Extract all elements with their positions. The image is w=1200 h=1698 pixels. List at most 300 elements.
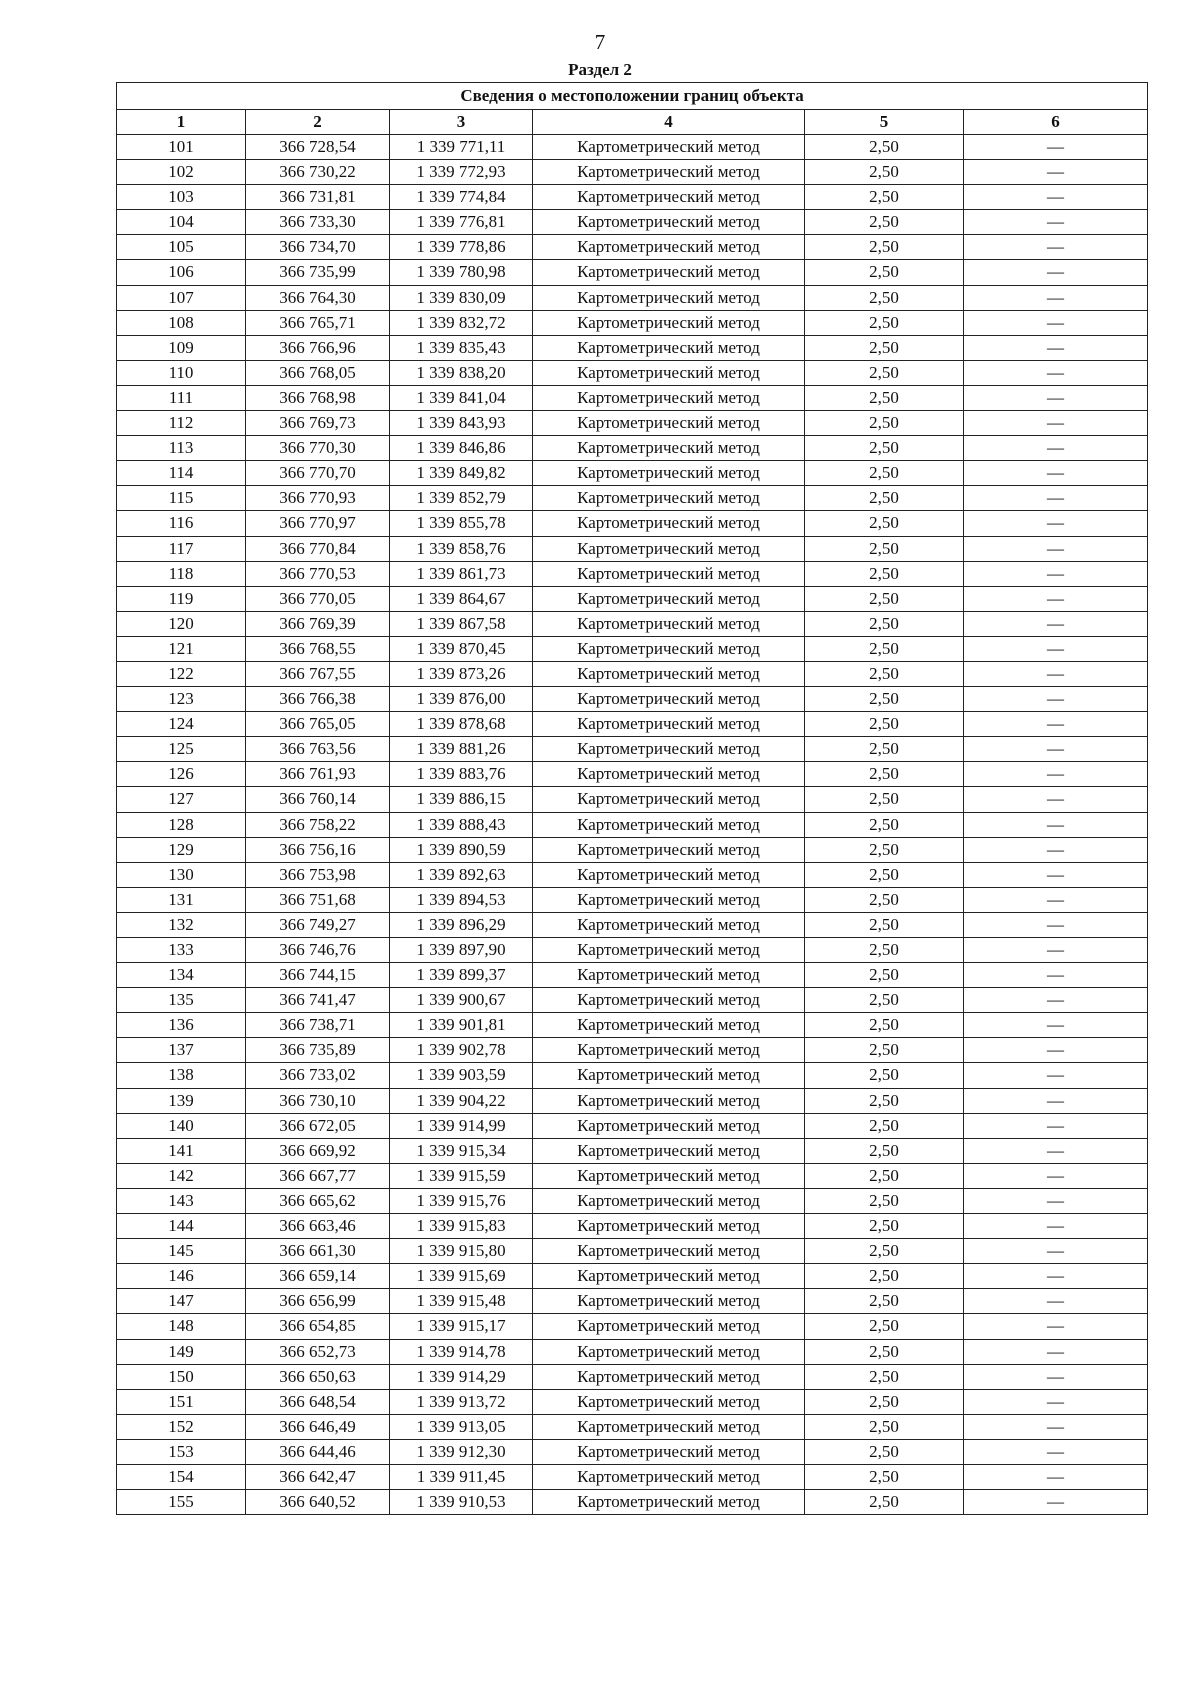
- method-cell: Картометрический метод: [533, 1163, 805, 1188]
- table-row: [117, 210, 1148, 235]
- x-coordinate-cell: 366 667,77: [246, 1163, 390, 1188]
- method-cell: Картометрический метод: [533, 1464, 805, 1489]
- table-row: [117, 787, 1148, 812]
- description-cell: —: [964, 1138, 1148, 1163]
- description-cell: —: [964, 837, 1148, 862]
- table-row: [117, 661, 1148, 686]
- table-row: [117, 737, 1148, 762]
- accuracy-cell: 2,50: [805, 1314, 964, 1339]
- accuracy-cell: 2,50: [805, 135, 964, 160]
- table-row: [117, 963, 1148, 988]
- table-row: [117, 1013, 1148, 1038]
- description-cell: —: [964, 185, 1148, 210]
- description-cell: —: [964, 862, 1148, 887]
- point-number-cell: 128: [117, 812, 246, 837]
- y-coordinate-cell: 1 339 913,72: [390, 1389, 533, 1414]
- y-coordinate-cell: 1 339 903,59: [390, 1063, 533, 1088]
- method-cell: Картометрический метод: [533, 1188, 805, 1213]
- accuracy-cell: 2,50: [805, 611, 964, 636]
- x-coordinate-cell: 366 650,63: [246, 1364, 390, 1389]
- y-coordinate-cell: 1 339 881,26: [390, 737, 533, 762]
- table-row: [117, 310, 1148, 335]
- y-coordinate-cell: 1 339 913,05: [390, 1414, 533, 1439]
- description-cell: —: [964, 636, 1148, 661]
- accuracy-cell: 2,50: [805, 1389, 964, 1414]
- point-number-cell: 152: [117, 1414, 246, 1439]
- method-cell: Картометрический метод: [533, 536, 805, 561]
- x-coordinate-cell: 366 770,53: [246, 561, 390, 586]
- x-coordinate-cell: 366 751,68: [246, 887, 390, 912]
- description-cell: —: [964, 737, 1148, 762]
- point-number-cell: 144: [117, 1214, 246, 1239]
- accuracy-cell: 2,50: [805, 436, 964, 461]
- section-title: Раздел 2: [568, 60, 632, 79]
- x-coordinate-cell: 366 756,16: [246, 837, 390, 862]
- y-coordinate-cell: 1 339 910,53: [390, 1490, 533, 1515]
- description-cell: —: [964, 210, 1148, 235]
- table-row: [117, 1414, 1148, 1439]
- table-row: [117, 1088, 1148, 1113]
- method-cell: Картометрический метод: [533, 812, 805, 837]
- x-coordinate-cell: 366 770,84: [246, 536, 390, 561]
- description-cell: —: [964, 1439, 1148, 1464]
- x-coordinate-cell: 366 659,14: [246, 1264, 390, 1289]
- x-coordinate-cell: 366 765,05: [246, 712, 390, 737]
- y-coordinate-cell: 1 339 897,90: [390, 938, 533, 963]
- point-number-cell: 122: [117, 661, 246, 686]
- point-number-cell: 109: [117, 335, 246, 360]
- point-number-cell: 147: [117, 1289, 246, 1314]
- x-coordinate-cell: 366 654,85: [246, 1314, 390, 1339]
- point-number-cell: 149: [117, 1339, 246, 1364]
- description-cell: —: [964, 1088, 1148, 1113]
- point-number-cell: 117: [117, 536, 246, 561]
- y-coordinate-cell: 1 339 830,09: [390, 285, 533, 310]
- accuracy-cell: 2,50: [805, 712, 964, 737]
- description-cell: —: [964, 385, 1148, 410]
- x-coordinate-cell: 366 768,55: [246, 636, 390, 661]
- point-number-cell: 118: [117, 561, 246, 586]
- method-cell: Картометрический метод: [533, 285, 805, 310]
- table-row: [117, 938, 1148, 963]
- method-cell: Картометрический метод: [533, 210, 805, 235]
- description-cell: —: [964, 561, 1148, 586]
- point-number-cell: 110: [117, 360, 246, 385]
- method-cell: Картометрический метод: [533, 787, 805, 812]
- method-cell: Картометрический метод: [533, 461, 805, 486]
- method-cell: Картометрический метод: [533, 135, 805, 160]
- method-cell: Картометрический метод: [533, 1314, 805, 1339]
- y-coordinate-cell: 1 339 899,37: [390, 963, 533, 988]
- method-cell: Картометрический метод: [533, 310, 805, 335]
- point-number-cell: 141: [117, 1138, 246, 1163]
- accuracy-cell: 2,50: [805, 411, 964, 436]
- accuracy-cell: 2,50: [805, 762, 964, 787]
- accuracy-cell: 2,50: [805, 511, 964, 536]
- x-coordinate-cell: 366 749,27: [246, 912, 390, 937]
- table-row: [117, 687, 1148, 712]
- point-number-cell: 116: [117, 511, 246, 536]
- point-number-cell: 139: [117, 1088, 246, 1113]
- x-coordinate-cell: 366 733,02: [246, 1063, 390, 1088]
- description-cell: —: [964, 661, 1148, 686]
- x-coordinate-cell: 366 770,70: [246, 461, 390, 486]
- description-cell: —: [964, 1339, 1148, 1364]
- accuracy-cell: 2,50: [805, 1264, 964, 1289]
- y-coordinate-cell: 1 339 841,04: [390, 385, 533, 410]
- method-cell: Картометрический метод: [533, 963, 805, 988]
- description-cell: —: [964, 160, 1148, 185]
- point-number-cell: 134: [117, 963, 246, 988]
- y-coordinate-cell: 1 339 861,73: [390, 561, 533, 586]
- point-number-cell: 140: [117, 1113, 246, 1138]
- description-cell: —: [964, 1264, 1148, 1289]
- accuracy-cell: 2,50: [805, 912, 964, 937]
- column-header: 1: [117, 110, 246, 135]
- description-cell: —: [964, 762, 1148, 787]
- method-cell: Картометрический метод: [533, 1289, 805, 1314]
- accuracy-cell: 2,50: [805, 1038, 964, 1063]
- method-cell: Картометрический метод: [533, 912, 805, 937]
- point-number-cell: 105: [117, 235, 246, 260]
- method-cell: Картометрический метод: [533, 1063, 805, 1088]
- description-cell: —: [964, 963, 1148, 988]
- method-cell: Картометрический метод: [533, 1490, 805, 1515]
- x-coordinate-cell: 366 738,71: [246, 1013, 390, 1038]
- x-coordinate-cell: 366 669,92: [246, 1138, 390, 1163]
- description-cell: —: [964, 1389, 1148, 1414]
- method-cell: Картометрический метод: [533, 1414, 805, 1439]
- y-coordinate-cell: 1 339 915,80: [390, 1239, 533, 1264]
- table-row: [117, 812, 1148, 837]
- y-coordinate-cell: 1 339 867,58: [390, 611, 533, 636]
- accuracy-cell: 2,50: [805, 486, 964, 511]
- method-cell: Картометрический метод: [533, 1214, 805, 1239]
- y-coordinate-cell: 1 339 886,15: [390, 787, 533, 812]
- method-cell: Картометрический метод: [533, 335, 805, 360]
- description-cell: —: [964, 988, 1148, 1013]
- table-row: [117, 1239, 1148, 1264]
- description-cell: —: [964, 1289, 1148, 1314]
- accuracy-cell: 2,50: [805, 536, 964, 561]
- x-coordinate-cell: 366 735,89: [246, 1038, 390, 1063]
- table-row: [117, 235, 1148, 260]
- x-coordinate-cell: 366 735,99: [246, 260, 390, 285]
- point-number-cell: 146: [117, 1264, 246, 1289]
- page-number: 7: [594, 30, 606, 54]
- description-cell: —: [964, 787, 1148, 812]
- point-number-cell: 155: [117, 1490, 246, 1515]
- table-row: [117, 1138, 1148, 1163]
- x-coordinate-cell: 366 766,96: [246, 335, 390, 360]
- table-row: [117, 988, 1148, 1013]
- y-coordinate-cell: 1 339 915,34: [390, 1138, 533, 1163]
- point-number-cell: 131: [117, 887, 246, 912]
- table-row: [117, 360, 1148, 385]
- table-row: [117, 762, 1148, 787]
- description-cell: —: [964, 285, 1148, 310]
- description-cell: —: [964, 1239, 1148, 1264]
- x-coordinate-cell: 366 758,22: [246, 812, 390, 837]
- description-cell: —: [964, 1214, 1148, 1239]
- description-cell: —: [964, 611, 1148, 636]
- y-coordinate-cell: 1 339 901,81: [390, 1013, 533, 1038]
- description-cell: —: [964, 1490, 1148, 1515]
- method-cell: Картометрический метод: [533, 1013, 805, 1038]
- y-coordinate-cell: 1 339 864,67: [390, 586, 533, 611]
- method-cell: Картометрический метод: [533, 611, 805, 636]
- description-cell: —: [964, 360, 1148, 385]
- table-row: [117, 285, 1148, 310]
- x-coordinate-cell: 366 768,05: [246, 360, 390, 385]
- x-coordinate-cell: 366 744,15: [246, 963, 390, 988]
- x-coordinate-cell: 366 769,73: [246, 411, 390, 436]
- table-row: [117, 1439, 1148, 1464]
- method-cell: Картометрический метод: [533, 1389, 805, 1414]
- description-cell: —: [964, 1163, 1148, 1188]
- description-cell: —: [964, 310, 1148, 335]
- table-row: [117, 1063, 1148, 1088]
- table-row: [117, 1264, 1148, 1289]
- point-number-cell: 130: [117, 862, 246, 887]
- accuracy-cell: 2,50: [805, 837, 964, 862]
- y-coordinate-cell: 1 339 772,93: [390, 160, 533, 185]
- accuracy-cell: 2,50: [805, 787, 964, 812]
- accuracy-cell: 2,50: [805, 1239, 964, 1264]
- x-coordinate-cell: 366 648,54: [246, 1389, 390, 1414]
- method-cell: Картометрический метод: [533, 636, 805, 661]
- y-coordinate-cell: 1 339 894,53: [390, 887, 533, 912]
- y-coordinate-cell: 1 339 849,82: [390, 461, 533, 486]
- column-header: 4: [533, 110, 805, 135]
- table-body: [117, 135, 1148, 1515]
- table-row: [117, 160, 1148, 185]
- point-number-cell: 115: [117, 486, 246, 511]
- table-row: [117, 561, 1148, 586]
- y-coordinate-cell: 1 339 914,29: [390, 1364, 533, 1389]
- table-row: [117, 1188, 1148, 1213]
- accuracy-cell: 2,50: [805, 737, 964, 762]
- point-number-cell: 153: [117, 1439, 246, 1464]
- table-row: [117, 1113, 1148, 1138]
- x-coordinate-cell: 366 761,93: [246, 762, 390, 787]
- method-cell: Картометрический метод: [533, 235, 805, 260]
- point-number-cell: 145: [117, 1239, 246, 1264]
- point-number-cell: 114: [117, 461, 246, 486]
- accuracy-cell: 2,50: [805, 988, 964, 1013]
- accuracy-cell: 2,50: [805, 661, 964, 686]
- description-cell: —: [964, 411, 1148, 436]
- column-header-row: [117, 110, 1148, 135]
- y-coordinate-cell: 1 339 915,69: [390, 1264, 533, 1289]
- method-cell: Картометрический метод: [533, 862, 805, 887]
- y-coordinate-cell: 1 339 892,63: [390, 862, 533, 887]
- y-coordinate-cell: 1 339 890,59: [390, 837, 533, 862]
- point-number-cell: 104: [117, 210, 246, 235]
- table-row: [117, 1163, 1148, 1188]
- accuracy-cell: 2,50: [805, 235, 964, 260]
- table-row: [117, 461, 1148, 486]
- point-number-cell: 142: [117, 1163, 246, 1188]
- x-coordinate-cell: 366 733,30: [246, 210, 390, 235]
- accuracy-cell: 2,50: [805, 1013, 964, 1038]
- table-row: [117, 636, 1148, 661]
- point-number-cell: 120: [117, 611, 246, 636]
- method-cell: Картометрический метод: [533, 260, 805, 285]
- point-number-cell: 138: [117, 1063, 246, 1088]
- column-header: 6: [964, 110, 1148, 135]
- method-cell: Картометрический метод: [533, 1239, 805, 1264]
- method-cell: Картометрический метод: [533, 436, 805, 461]
- table-row: [117, 611, 1148, 636]
- accuracy-cell: 2,50: [805, 963, 964, 988]
- point-number-cell: 102: [117, 160, 246, 185]
- description-cell: —: [964, 1013, 1148, 1038]
- method-cell: Картометрический метод: [533, 661, 805, 686]
- x-coordinate-cell: 366 760,14: [246, 787, 390, 812]
- y-coordinate-cell: 1 339 883,76: [390, 762, 533, 787]
- y-coordinate-cell: 1 339 914,99: [390, 1113, 533, 1138]
- method-cell: Картометрический метод: [533, 360, 805, 385]
- description-cell: —: [964, 586, 1148, 611]
- description-cell: —: [964, 687, 1148, 712]
- accuracy-cell: 2,50: [805, 1088, 964, 1113]
- point-number-cell: 112: [117, 411, 246, 436]
- method-cell: Картометрический метод: [533, 712, 805, 737]
- x-coordinate-cell: 366 730,22: [246, 160, 390, 185]
- table-row: [117, 436, 1148, 461]
- x-coordinate-cell: 366 652,73: [246, 1339, 390, 1364]
- accuracy-cell: 2,50: [805, 586, 964, 611]
- accuracy-cell: 2,50: [805, 1439, 964, 1464]
- x-coordinate-cell: 366 753,98: [246, 862, 390, 887]
- y-coordinate-cell: 1 339 896,29: [390, 912, 533, 937]
- x-coordinate-cell: 366 765,71: [246, 310, 390, 335]
- method-cell: Картометрический метод: [533, 1038, 805, 1063]
- accuracy-cell: 2,50: [805, 1364, 964, 1389]
- point-number-cell: 135: [117, 988, 246, 1013]
- y-coordinate-cell: 1 339 915,76: [390, 1188, 533, 1213]
- boundary-coordinates-table: [116, 82, 1148, 1515]
- method-cell: Картометрический метод: [533, 385, 805, 410]
- point-number-cell: 148: [117, 1314, 246, 1339]
- y-coordinate-cell: 1 339 876,00: [390, 687, 533, 712]
- x-coordinate-cell: 366 672,05: [246, 1113, 390, 1138]
- y-coordinate-cell: 1 339 858,76: [390, 536, 533, 561]
- point-number-cell: 106: [117, 260, 246, 285]
- table-row: [117, 1314, 1148, 1339]
- point-number-cell: 124: [117, 712, 246, 737]
- table-row: [117, 1490, 1148, 1515]
- x-coordinate-cell: 366 728,54: [246, 135, 390, 160]
- table-row: [117, 1364, 1148, 1389]
- description-cell: —: [964, 1314, 1148, 1339]
- y-coordinate-cell: 1 339 873,26: [390, 661, 533, 686]
- description-cell: —: [964, 235, 1148, 260]
- description-cell: —: [964, 335, 1148, 360]
- point-number-cell: 123: [117, 687, 246, 712]
- y-coordinate-cell: 1 339 843,93: [390, 411, 533, 436]
- table-row: [117, 887, 1148, 912]
- x-coordinate-cell: 366 646,49: [246, 1414, 390, 1439]
- point-number-cell: 154: [117, 1464, 246, 1489]
- table-row: [117, 335, 1148, 360]
- description-cell: —: [964, 1414, 1148, 1439]
- column-header: 5: [805, 110, 964, 135]
- y-coordinate-cell: 1 339 855,78: [390, 511, 533, 536]
- accuracy-cell: 2,50: [805, 310, 964, 335]
- x-coordinate-cell: 366 770,93: [246, 486, 390, 511]
- x-coordinate-cell: 366 767,55: [246, 661, 390, 686]
- description-cell: —: [964, 1063, 1148, 1088]
- y-coordinate-cell: 1 339 900,67: [390, 988, 533, 1013]
- table-row: [117, 511, 1148, 536]
- point-number-cell: 119: [117, 586, 246, 611]
- table-caption: Сведения о местоположении границ объекта: [117, 83, 1148, 110]
- method-cell: Картометрический метод: [533, 737, 805, 762]
- table-row: [117, 912, 1148, 937]
- y-coordinate-cell: 1 339 774,84: [390, 185, 533, 210]
- x-coordinate-cell: 366 746,76: [246, 938, 390, 963]
- description-cell: —: [964, 1188, 1148, 1213]
- point-number-cell: 150: [117, 1364, 246, 1389]
- y-coordinate-cell: 1 339 911,45: [390, 1464, 533, 1489]
- method-cell: Картометрический метод: [533, 988, 805, 1013]
- method-cell: Картометрический метод: [533, 561, 805, 586]
- method-cell: Картометрический метод: [533, 1138, 805, 1163]
- accuracy-cell: 2,50: [805, 385, 964, 410]
- table-row: [117, 712, 1148, 737]
- table-row: [117, 385, 1148, 410]
- y-coordinate-cell: 1 339 888,43: [390, 812, 533, 837]
- accuracy-cell: 2,50: [805, 260, 964, 285]
- description-cell: —: [964, 812, 1148, 837]
- table-row: [117, 185, 1148, 210]
- accuracy-cell: 2,50: [805, 1339, 964, 1364]
- y-coordinate-cell: 1 339 914,78: [390, 1339, 533, 1364]
- point-number-cell: 143: [117, 1188, 246, 1213]
- description-cell: —: [964, 135, 1148, 160]
- y-coordinate-cell: 1 339 835,43: [390, 335, 533, 360]
- accuracy-cell: 2,50: [805, 1490, 964, 1515]
- description-cell: —: [964, 1364, 1148, 1389]
- description-cell: —: [964, 1464, 1148, 1489]
- y-coordinate-cell: 1 339 771,11: [390, 135, 533, 160]
- table-row: [117, 260, 1148, 285]
- description-cell: —: [964, 1038, 1148, 1063]
- y-coordinate-cell: 1 339 776,81: [390, 210, 533, 235]
- point-number-cell: 111: [117, 385, 246, 410]
- table-row: [117, 1214, 1148, 1239]
- table-row: [117, 1389, 1148, 1414]
- description-cell: —: [964, 912, 1148, 937]
- accuracy-cell: 2,50: [805, 1163, 964, 1188]
- x-coordinate-cell: 366 764,30: [246, 285, 390, 310]
- accuracy-cell: 2,50: [805, 1063, 964, 1088]
- y-coordinate-cell: 1 339 904,22: [390, 1088, 533, 1113]
- point-number-cell: 151: [117, 1389, 246, 1414]
- method-cell: Картометрический метод: [533, 1264, 805, 1289]
- method-cell: Картометрический метод: [533, 160, 805, 185]
- x-coordinate-cell: 366 731,81: [246, 185, 390, 210]
- accuracy-cell: 2,50: [805, 1138, 964, 1163]
- y-coordinate-cell: 1 339 915,83: [390, 1214, 533, 1239]
- y-coordinate-cell: 1 339 832,72: [390, 310, 533, 335]
- x-coordinate-cell: 366 770,97: [246, 511, 390, 536]
- x-coordinate-cell: 366 769,39: [246, 611, 390, 636]
- description-cell: —: [964, 938, 1148, 963]
- accuracy-cell: 2,50: [805, 862, 964, 887]
